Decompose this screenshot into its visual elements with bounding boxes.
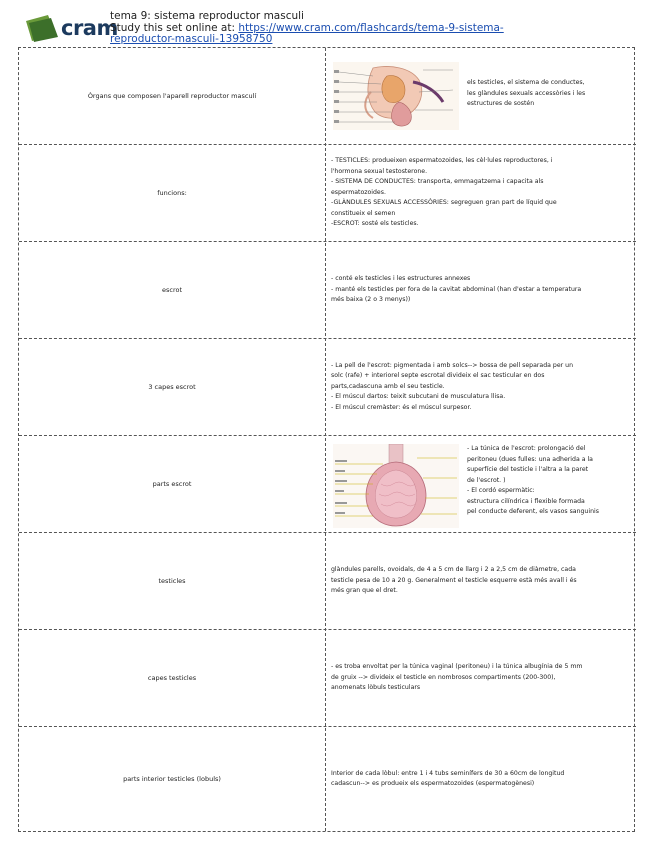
set-link-2[interactable]: reproductor-masculi-13958750 [110,33,273,45]
card-row [19,48,636,145]
card-term: parts escrot [152,480,192,488]
definition-line: estructures de sostén [467,100,535,107]
card-definition [467,444,632,518]
definition-line: - SISTEMA DE CONDUCTES: transporta, emmagatzema i capacita als [331,178,544,186]
definition-line: - El cordó espermàtic: [467,487,535,494]
definition-line: solc (rafe) + interiorel septe escrotal divideix el sac testicular en dos [331,372,545,380]
card-definition [331,630,629,726]
definition-line: - conté els testicles i les estructures annexes [331,275,471,283]
flashcard-sheet [18,47,635,832]
anatomy-sagittal-image [333,62,459,130]
card-definition [467,78,627,110]
card-row [19,533,636,630]
definition-line: les glàndules sexuals accessòries i les [467,89,586,97]
card-row [19,145,636,242]
card-term: funcions: [157,189,187,197]
definition-line: testicle pesa de 10 a 20 g. Generalment el testicle esquerre està més avall i és [331,576,577,584]
definition-line: parts,cadascuna amb el seu testicle. [331,382,445,390]
card-term: parts interior testicles (lobuls) [123,775,221,783]
card-row [19,727,636,831]
definition-line: - es troba envoltat per la túnica vaginal (peritoneu) i la túnica albugínia de 5 mm [331,663,583,671]
page-header [0,0,655,46]
definition-line: - El múscul dartos: teixit subcutani de musculatura llisa. [331,393,506,401]
card-row [19,339,636,436]
definition-line: pel conducte deferent, els vasos sanguinis [467,508,599,515]
set-link-continued [110,34,504,46]
definition-line: - La túnica de l'escrot: prolongació del [467,445,586,452]
card-term: escrot [161,286,182,294]
definition-line: cadascun--> es produeix els espermatozoides (espermatogènesi) [331,780,535,787]
scrotum-section-image [333,444,459,528]
definition-line: superfície del testicle i l'altra a la paret [467,466,589,473]
definition-line: peritoneu (dues fulles: una adherida a la [467,455,593,463]
header-text [110,11,504,46]
definition-line: l'hormona sexual testosterone. [331,167,428,175]
definition-line: estructura cilíndrica i flexible formada [467,497,585,505]
card-term: 3 capes escrot [148,383,196,391]
definition-line: - La pell de l'escrot: pigmentada i amb solcs--> bossa de pell separada per un [331,361,573,369]
definition-line: - manté els testicles per fora de la cavitat abdominal (han d'estar a temperatura [331,285,582,293]
definition-line: anomenats lòbuls testiculars [331,684,421,692]
card-term: Òrgans que composen l'aparell reproductor masculí [87,92,257,100]
definition-line: més gran que el dret. [331,587,398,595]
logo-text: cram [61,16,118,40]
definition-line: glàndules parells, ovoidals, de 4 a 5 cm de llarg i 2 a 2,5 cm de diàmetre, cada [331,566,576,574]
definition-line: - TESTICLES: produeixen espermatozoides, les cèl·lules reproductores, i [331,157,553,165]
definition-line: de l'escrot. ) [467,476,506,484]
set-title: tema 9: sistema reproductor masculi [110,10,304,22]
card-definition [331,533,629,629]
study-prefix: Study this set online at: [110,21,239,34]
set-link[interactable]: https://www.cram.com/flashcards/tema-9-sistema- [238,21,504,34]
cram-logo[interactable] [24,13,118,43]
definition-line: -ESCROT: sosté els testicles. [331,220,419,228]
card-row [19,242,636,339]
card-definition [331,145,629,241]
definition-line: espermatozoides. [331,188,386,196]
definition-line: constitueix el semen [331,209,396,217]
definition-line: de gruix --> divideix el testicle en nombrosos compartiments (200-300), [331,673,556,681]
cram-logo-icon [24,13,64,43]
card-definition [331,242,629,338]
definition-line: - El múscul cremàster: és el múscul surpesor. [331,403,472,411]
card-definition [331,727,629,831]
card-definition [331,339,629,435]
card-term: testicles [158,577,186,585]
card-row [19,436,636,533]
card-term: capes testicles [147,674,197,682]
definition-line: -GLÀNDULES SEXUALS ACCESSÒRIES: segreguen gran part de líquid que [331,199,557,207]
definition-line: més baixa (2 o 3 menys)) [331,296,411,304]
definition-line: els testicles, el sistema de conductes, [467,79,585,86]
definition-line: Interior de cada lòbul: entre 1 i 4 tubs seminífers de 30 a 60cm de longitud [331,769,565,777]
card-row [19,630,636,727]
